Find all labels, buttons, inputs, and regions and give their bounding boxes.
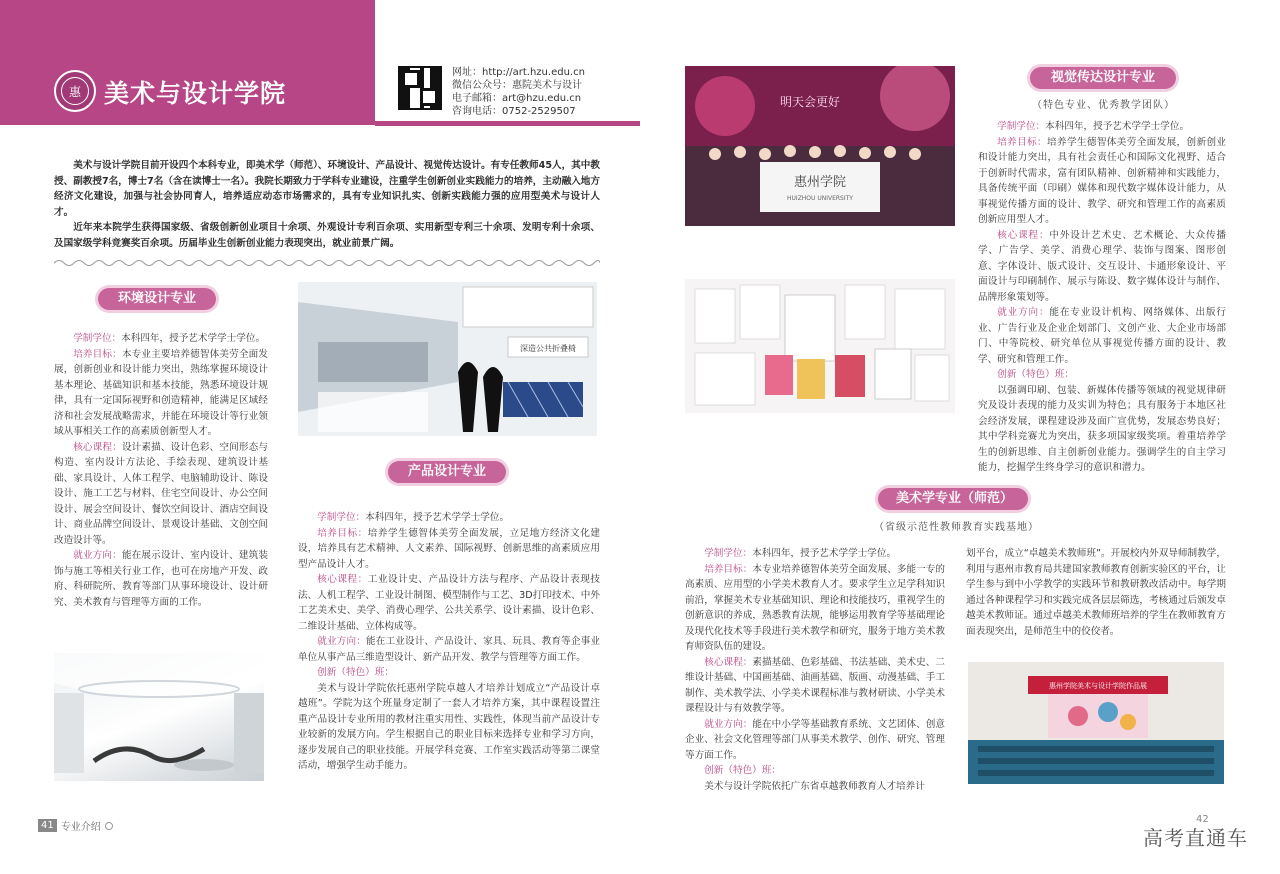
product-title: 产品设计专业 (388, 461, 506, 483)
visual-mubiao: 培养学生德智体美劳全面发展，创新创业和设计能力突出，具有社会责任心和国际文化视野、适合于创新时代需求，富有团队精神、创新精神和实践能力，具备传统平面（印刷）媒体和现代数字媒体设计能力，从事视觉传播方面的设计、教学、研究和管理工作的高素质创新应用型人才。 (978, 136, 1227, 225)
product-jiuye: 能在工业设计、产品设计、家具、玩具、教育等企事业单位从事产品三维造型设计、新产品开发、教学与管理等方面工作。 (298, 636, 601, 663)
page-number-right: 42 (1196, 814, 1209, 825)
env-jiuye-label: 就业方向： (73, 550, 122, 561)
wave-divider (54, 258, 600, 268)
visual-mubiao-label: 培养目标： (997, 136, 1048, 148)
footer-circle-icon (105, 822, 113, 830)
env-xuezhi-label: 学制学位： (73, 333, 122, 344)
fine-art-chuangxin-a: 美术与设计学院依托广东省卓越教师教育人才培养计 (704, 780, 925, 792)
fine-art-body-right (966, 546, 1226, 639)
fine-art-xuezhi-label: 学制学位： (704, 548, 753, 559)
exhibition-hall-photo (968, 662, 1224, 784)
fine-art-xuezhi: 本科四年，授予艺术学学士学位。 (752, 548, 897, 559)
footer-section: 专业介绍 (60, 822, 101, 833)
fine-art-kecheng-label: 核心课程： (704, 656, 753, 668)
stage-flag: 惠州学院 (793, 175, 847, 190)
env-xuezhi: 本科四年，授予艺术学学士学位。 (121, 333, 266, 344)
stage-illustration (685, 66, 955, 226)
env-title: 环境设计专业 (98, 288, 216, 310)
fine-art-jiuye-label: 就业方向： (704, 718, 753, 730)
hall-banner: 惠州学院美术与设计学院作品展 (1049, 682, 1147, 690)
fine-art-mubiao-label: 培养目标： (704, 563, 753, 575)
visual-kecheng: 中外设计艺术史、艺术概论、大众传播学、广告学、美学、消费心理学、装饰与图案、图形创意、字体设计、版式设计、交互设计、卡通形象设计、平面设计与印刷制作、展示与陈设、数字媒体设计与制作、品牌形象策划等。 (978, 229, 1227, 303)
visual-jiuye-label: 就业方向： (997, 307, 1050, 318)
env-mubiao-label: 培养目标： (73, 348, 122, 360)
contact-website[interactable]: 网址：http://art.hzu.edu.cn (452, 67, 585, 78)
fine-art-subtitle: （省级示范性教师教育实践基地） (874, 522, 1039, 533)
fine-art-body-left (685, 546, 945, 794)
page-footer-left (38, 818, 113, 833)
product-body (298, 510, 600, 774)
contact-wechat: 微信公众号：惠院美术与设计 (452, 80, 582, 91)
intro-paragraph-2: 近年来本院学生获得国家级、省级创新创业项目十余项、外观设计专利百余项、实用新型专利三十余项、发明专利十余项、及国家级学科竞赛奖百余项。历届毕业生创新创业能力表现突出，就业前景广阔。 (54, 222, 600, 249)
hall-illustration (968, 662, 1224, 784)
contact-block (452, 66, 585, 118)
fine-art-mubiao: 本专业培养德智体美劳全面发展、多能一专的高素质、应用型的小学美术教育人才。要求学生立足学科知识前沿，掌握美术专业基础知识、理论和技能技巧，重视学生的创新意识的养成，熟悉教育法规，能够运用教育学等基础理论及现代化技术等手段进行美术教学和研究，服务于地方美术教育师资队伍的建设。 (685, 563, 946, 652)
college-name: 美术与设计学院 (104, 79, 287, 108)
fine-art-jiuye: 能在中小学等基础教育系统、文艺团体、创意企业、社会文化管理等部门从事美术教学、创作、研究、管理等方面工作。 (685, 718, 946, 761)
intro-paragraph-1: 美术与设计学院目前开设四个本科专业，即美术学（师范）、环境设计、产品设计、视觉传达设计。有专任教师45人，其中教授、副教授7名，博士7名（含在读博士一名）。我院长期致力于学科专业建设，注重学生创新创业实践能力的培养，主动融入地方经济文化建设，加强与社会协同育人，培养适应动态市场需求的，具有专业知识扎实、创新实践能力强的应用型美术与设计人才。 (54, 160, 600, 218)
visual-subtitle: （特色专业、优秀教学团队） (1032, 100, 1175, 111)
visual-title: 视觉传达设计专业 (1030, 67, 1176, 89)
product-chuangxin-label: 创新（特色）班： (317, 667, 394, 678)
chair-label: 深造公共折叠椅 (520, 344, 576, 353)
watermark: 高考直通车 (1143, 826, 1248, 850)
product-poster-image (298, 282, 597, 436)
env-mubiao: 本专业主要培养德智体美劳全面发展，创新创业和设计能力突出，熟练掌握环境设计基本理论、基础知识和基本技能，熟悉环境设计规律，具有一定国际视野和创造精神，能满足区域经济和社会发展战略需求，并能在环境设计等行业领域从事相关工作的高素质创新型人才。 (54, 348, 269, 437)
visual-chuangxin-label: 创新（特色）班： (997, 369, 1074, 380)
env-jiuye: 能在展示设计、室内设计、建筑装饰与施工等相关行业工作，也可在房地产开发、政府、科研院所、教育等部门从事环境设计、设计研究、美术教育与管理等方面的工作。 (54, 550, 269, 608)
visual-jiuye: 能在专业设计机构、网络媒体、出版行业、广告行业及企业企划部门、文创产业、大企业市场部门、中等院校、研究单位从事视觉传播方面的设计、教学、研究和管理工作。 (978, 307, 1227, 365)
visual-kecheng-label: 核心课程： (997, 229, 1050, 241)
visual-xuezhi-label: 学制学位： (997, 121, 1046, 132)
product-jiuye-label: 就业方向： (317, 636, 366, 647)
product-mubiao-label: 培养目标： (317, 527, 368, 539)
fine-art-chuangxin-label: 创新（特色）班： (704, 765, 781, 776)
visual-xuezhi: 本科四年，授予艺术学学士学位。 (1045, 121, 1190, 132)
env-body (54, 331, 268, 610)
contact-email[interactable]: 电子邮箱：art@hzu.edu.cn (452, 93, 582, 104)
qr-code (398, 66, 442, 110)
env-kecheng-label: 核心课程： (73, 441, 122, 453)
certificates-photo (685, 279, 955, 413)
product-kecheng: 工业设计史、产品设计方法与程序、产品设计表现技法、人机工程学、工业设计制图、模型制作与工艺、3D打印技术、中外工艺美术史、美学、消费心理学、公共关系学、设计素描、设计色彩、二维设计基础、立体构成等。 (298, 574, 601, 632)
product-kecheng-label: 核心课程： (317, 574, 368, 585)
fine-art-chuangxin-b: 划平台，成立“卓越美术教师班”。开展校内外双导师制教学，利用与惠州市教育局共建国家教师教育创新实验区的平台，让学生参与到中小学教学的实践环节和教研教改活动中。每学期通过各种课程学习和实践完成各层层筛选，考核通过后颁发卓越美术教师证。通过卓越美术教师班培养的学生在教师教育方面表现突出，是师范生中的佼佼者。 (966, 548, 1226, 637)
stage-flag-en: HUIZHOU UNIVERSITY (787, 195, 853, 202)
product-chuangxin: 美术与设计学院依托惠州学院卓越人才培养计划成立“产品设计卓越班”。学院为这个班量身定制了一套人才培养方案，其中课程设置注重产品设计专业所用的教材注重实用性、实践性，体现当前产品设计专业较新的发展方向。学生根据自己的职业目标来选择专业和学习方向，逐步发展自己的职业技能。开展学科竞赛、工作室实践活动等第二课堂活动，增强学生动手能力。 (298, 682, 600, 771)
college-intro (54, 158, 600, 251)
product-mubiao: 培养学生德智体美劳全面发展，立足地方经济文化建设，培养具有艺术精神、人文素养、国际视野、创新思维的高素质应用型产品设计人才。 (298, 527, 601, 570)
stage-banner: 明天会更好 (780, 95, 841, 109)
header-underline (375, 121, 640, 126)
stage-photo (685, 66, 955, 226)
visual-body (978, 119, 1226, 476)
contact-phone: 咨询电话：0752-2529507 (452, 106, 576, 117)
certificates-illustration (685, 279, 955, 413)
env-kecheng: 设计素描、设计色彩、空间形态与构造、室内设计方法论、手绘表现、建筑设计基础、家具设计、人体工程学、电脑辅助设计、陈设设计、施工工艺与材料、住宅空间设计、办公空间设计、展会空间设计、餐饮空间设计、酒店空间设计、商业品牌空间设计、景观设计基础、文创空间改造设计等。 (54, 441, 269, 546)
poster-illustration (298, 282, 597, 436)
product-xuezhi-label: 学制学位： (317, 512, 366, 523)
visual-chuangxin: 以强调印刷、包装、新媒体传播等领域的视觉规律研究及设计表现的能力及实训为特色；具有服务于本地区社会经济发展，课程建设涉及面广宣优势，发展态势良好；其中学科竞赛尤为突出，获多项国家级奖项。着重培养学生的创新思维、自主创新创业能力。强调学生的自主学习能力，挖掘学生终身学习的意识和潜力。 (978, 384, 1226, 473)
product-xuezhi: 本科四年，授予艺术学学士学位。 (365, 512, 510, 523)
fine-art-kecheng: 素描基础、色彩基础、书法基础、美术史、二维设计基础、中国画基础、油画基础、版画、动漫基础、手工制作、美术教学法、小学美术课程标准与教材研读、小学美术课程设计与有效教学等。 (685, 656, 946, 714)
university-logo (54, 70, 96, 112)
env-gallery-photo (54, 653, 264, 781)
fine-art-title: 美术学专业（师范） (878, 488, 1028, 510)
gallery-illustration (54, 653, 264, 781)
page-number-left: 41 (38, 819, 57, 832)
logo-text: 惠 (61, 77, 89, 105)
